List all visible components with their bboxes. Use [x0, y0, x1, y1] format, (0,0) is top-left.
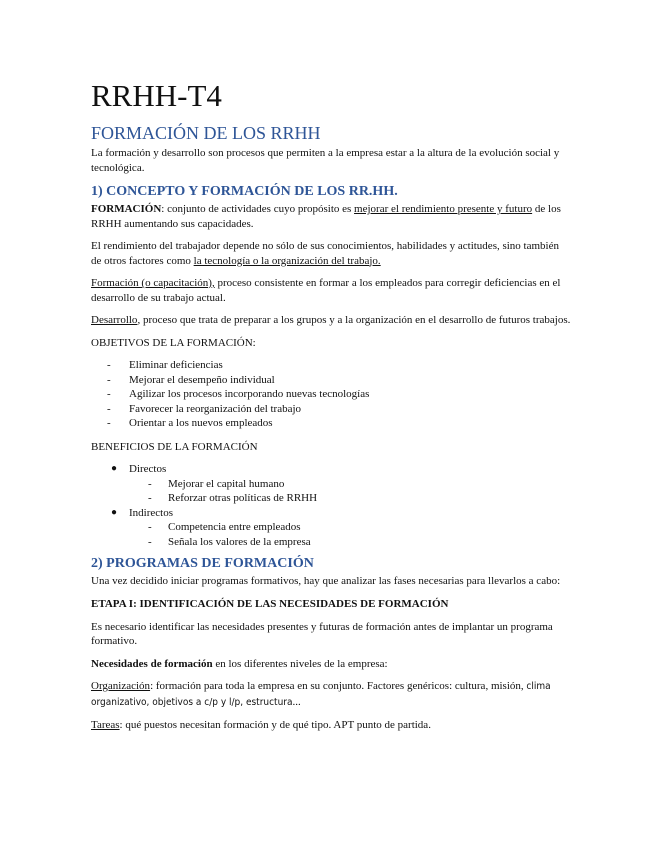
bullet-marker: ● — [111, 506, 118, 518]
objectives-title: OBJETIVOS DE LA FORMACIÓN: — [91, 336, 256, 349]
paragraph-desarrollo — [91, 313, 571, 328]
bold-term-formacion: FORMACIÓN — [91, 203, 162, 215]
dash-marker: - — [148, 492, 152, 504]
sub-list-item — [129, 520, 571, 535]
dash-marker: - — [107, 402, 111, 415]
sub-list-item-text: Reforzar otras políticas de RRHH — [168, 492, 318, 504]
list-item — [91, 462, 571, 506]
text-span: de los RRHH aumentando sus capacidades. — [91, 203, 561, 230]
text-span: en los diferentes niveles de la empresa: — [212, 657, 388, 670]
objectives-list — [91, 358, 571, 431]
list-item — [91, 402, 571, 417]
benefits-list — [91, 462, 571, 549]
list-item — [91, 358, 571, 373]
list-item-text: Eliminar deficiencias — [129, 359, 223, 371]
list-item — [91, 387, 571, 402]
bold-term: Necesidades de formación — [91, 657, 213, 670]
intro-paragraph: La formación y desarrollo son procesos que permiten a la empresa estar a la altura de la evolución social y tecnológica. — [91, 147, 560, 174]
stage-heading: ETAPA I: IDENTIFICACIÓN DE LAS NECESIDADES DE FORMACIÓN — [91, 597, 449, 610]
dash-marker: - — [148, 535, 152, 548]
underlined-term: Organización — [91, 680, 151, 692]
sub-list-item-text: Mejorar el capital humano — [168, 477, 285, 490]
list-item — [91, 373, 571, 388]
paragraph-tareas — [91, 718, 571, 733]
text-span: : qué puestos necesitan formación y de qué tipo. APT punto de partida. — [119, 719, 431, 731]
sub-list-item — [129, 491, 571, 506]
text-span: , proceso que trata de preparar a los grupos y a la organización en el desarrollo de futuros trabajos. — [137, 314, 571, 326]
dash-marker: - — [107, 417, 111, 429]
bullet-marker: ● — [111, 463, 118, 474]
sub-list-item — [129, 535, 571, 550]
list-item-text: Mejorar el desempeño individual — [129, 373, 275, 386]
underlined-term: Formación (o capacitación), — [91, 277, 215, 289]
paragraph-rendimiento — [91, 239, 571, 268]
list-item-text: Orientar a los nuevos empleados — [129, 417, 273, 429]
benefits-title: BENEFICIOS DE LA FORMACIÓN — [91, 440, 258, 453]
list-item-text: Directos — [129, 463, 167, 475]
sub-list-item-text: Competencia entre empleados — [168, 521, 301, 533]
sub-list-item — [129, 477, 571, 492]
dash-marker: - — [107, 388, 111, 400]
paragraph-necesidades: Es necesario identificar las necesidades presentes y futuras de formación antes de implantar un programa formativo. — [91, 620, 553, 647]
heading-concepto: 1) CONCEPTO Y FORMACIÓN DE LOS RR.HH. — [91, 184, 398, 199]
document-title: RRHH-T4 — [91, 78, 222, 113]
dash-marker: - — [107, 373, 111, 386]
sub-list-item-text: Señala los valores de la empresa — [168, 535, 311, 548]
handwritten-note: clima organizativo, objetivos a c/p y l/p, estructura — [91, 681, 551, 708]
underlined-phrase: la tecnología o la organización del trabajo. — [193, 254, 381, 267]
document-body — [91, 78, 571, 741]
text-span: : conjunto de actividades cuyo propósito es — [161, 203, 355, 215]
dash-marker: - — [148, 477, 152, 490]
heading-programas: 2) PROGRAMAS DE FORMACIÓN — [91, 556, 314, 571]
sub-list — [129, 520, 571, 549]
list-item — [91, 506, 571, 550]
paragraph-programas-intro: Una vez decidido iniciar programas formativos, hay que analizar las fases necesarias para llevarlos a cabo: — [91, 575, 561, 587]
list-item-text: Indirectos — [129, 506, 173, 519]
text-span: ... — [292, 695, 301, 708]
paragraph-niveles — [91, 657, 571, 672]
list-item — [91, 416, 571, 431]
paragraph-capacitacion — [91, 276, 571, 305]
underlined-phrase: mejorar el rendimiento presente y futuro — [354, 203, 533, 215]
paragraph-organizacion — [91, 679, 571, 710]
list-item-text: Favorecer la reorganización del trabajo — [129, 402, 302, 415]
text-span: proceso consistente en formar a los empleados para corregir deficiencias en el desarrollo de su trabajo actual. — [91, 277, 561, 304]
section-title: FORMACIÓN DE LOS RRHH — [91, 123, 321, 143]
dash-marker: - — [148, 521, 152, 533]
underlined-term: Tareas — [91, 719, 120, 731]
dash-marker: - — [107, 359, 111, 371]
sub-list — [129, 477, 571, 506]
text-span: El rendimiento del trabajador depende no sólo de sus conocimientos, habilidades y actitudes, sino también de otros factores como — [91, 240, 559, 267]
list-item-text: Agilizar los procesos incorporando nuevas tecnologías — [129, 388, 370, 400]
paragraph-formacion-def — [91, 202, 571, 231]
text-span: : formación para toda la empresa en su conjunto. Factores genéricos: cultura, misión, — [150, 680, 524, 692]
underlined-term: Desarrollo — [91, 314, 138, 326]
